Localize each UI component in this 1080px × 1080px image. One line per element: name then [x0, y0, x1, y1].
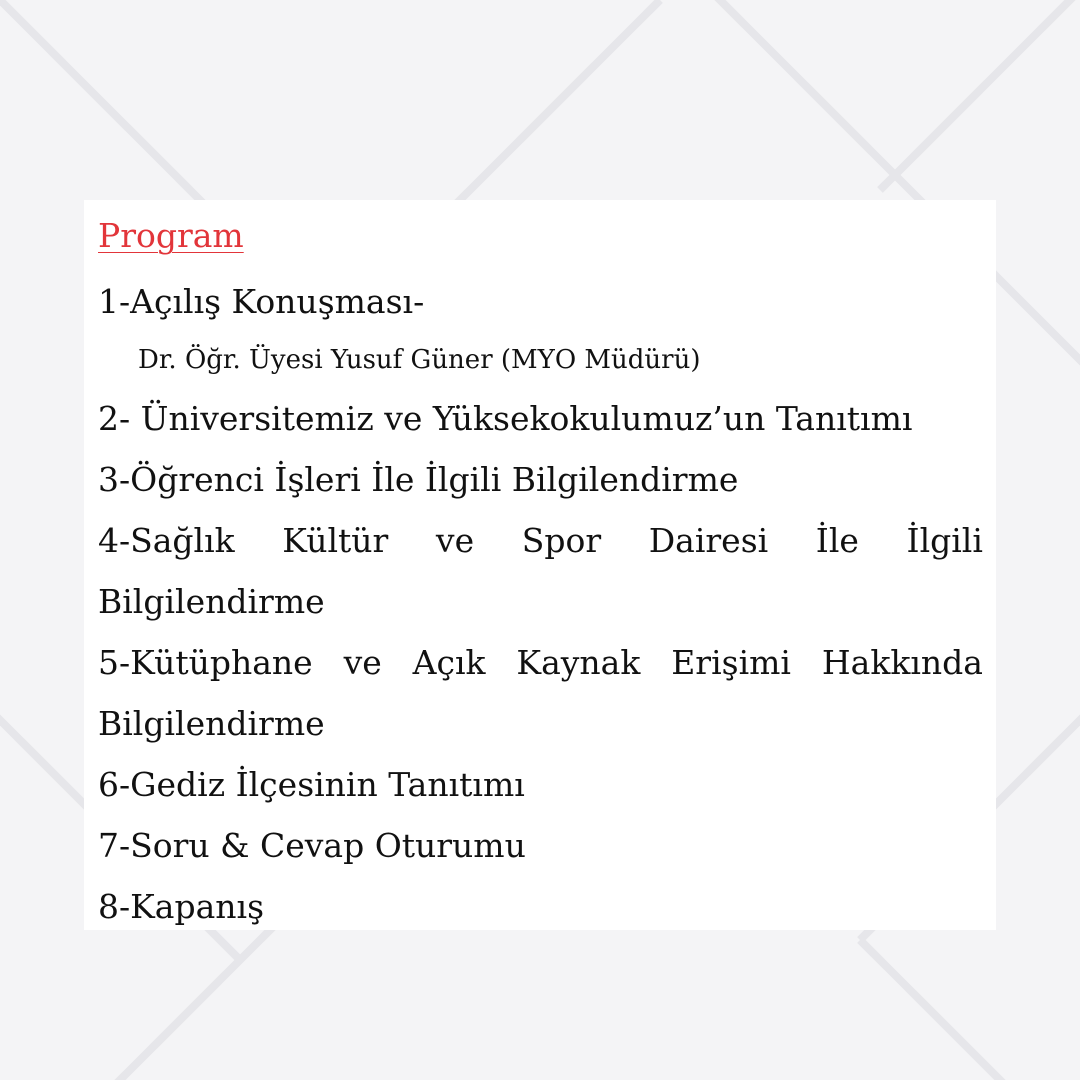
program-item-5-word: Erişimi	[671, 643, 791, 682]
program-item-4-word: ve	[435, 521, 475, 560]
program-item-3: 3-Öğrenci İşleri İle İlgili Bilgilendirme	[98, 460, 739, 499]
program-item-4-word: İlgili	[906, 521, 983, 560]
program-item-5-word: Açık	[412, 643, 486, 682]
program-item-4-word: Dairesi	[648, 521, 769, 560]
program-list	[98, 210, 983, 937]
program-item-4-word: Spor	[521, 521, 602, 560]
program-item-5-line-2: Bilgilendirme	[98, 704, 325, 743]
program-item-5-word: Hakkında	[821, 643, 983, 682]
program-item-1: 1-Açılış Konuşması-	[98, 282, 425, 321]
program-item-4-word: 4-Sağlık	[98, 521, 235, 560]
program-item-1-speaker: Dr. Öğr. Üyesi Yusuf Güner (MYO Müdürü)	[138, 345, 701, 375]
program-item-5-line-1	[98, 632, 983, 693]
program-item-5-word: Kaynak	[516, 643, 641, 682]
program-item-4-line-1	[98, 510, 983, 571]
program-item-8: 8-Kapanış	[98, 887, 265, 926]
program-item-4-word: Kültür	[282, 521, 389, 560]
program-item-4-word: İle	[815, 521, 859, 560]
program-item-5	[98, 632, 983, 754]
program-heading: Program	[98, 216, 244, 255]
program-item-6: 6-Gediz İlçesinin Tanıtımı	[98, 765, 525, 804]
program-item-5-word: ve	[343, 643, 382, 682]
program-item-4	[98, 510, 983, 632]
program-item-7: 7-Soru & Cevap Oturumu	[98, 826, 526, 865]
program-item-4-line-2: Bilgilendirme	[98, 582, 325, 621]
program-item-5-word: 5-Kütüphane	[98, 643, 313, 682]
program-item-2: 2- Üniversitemiz ve Yüksekokulumuz’un Tanıtımı	[98, 399, 913, 438]
